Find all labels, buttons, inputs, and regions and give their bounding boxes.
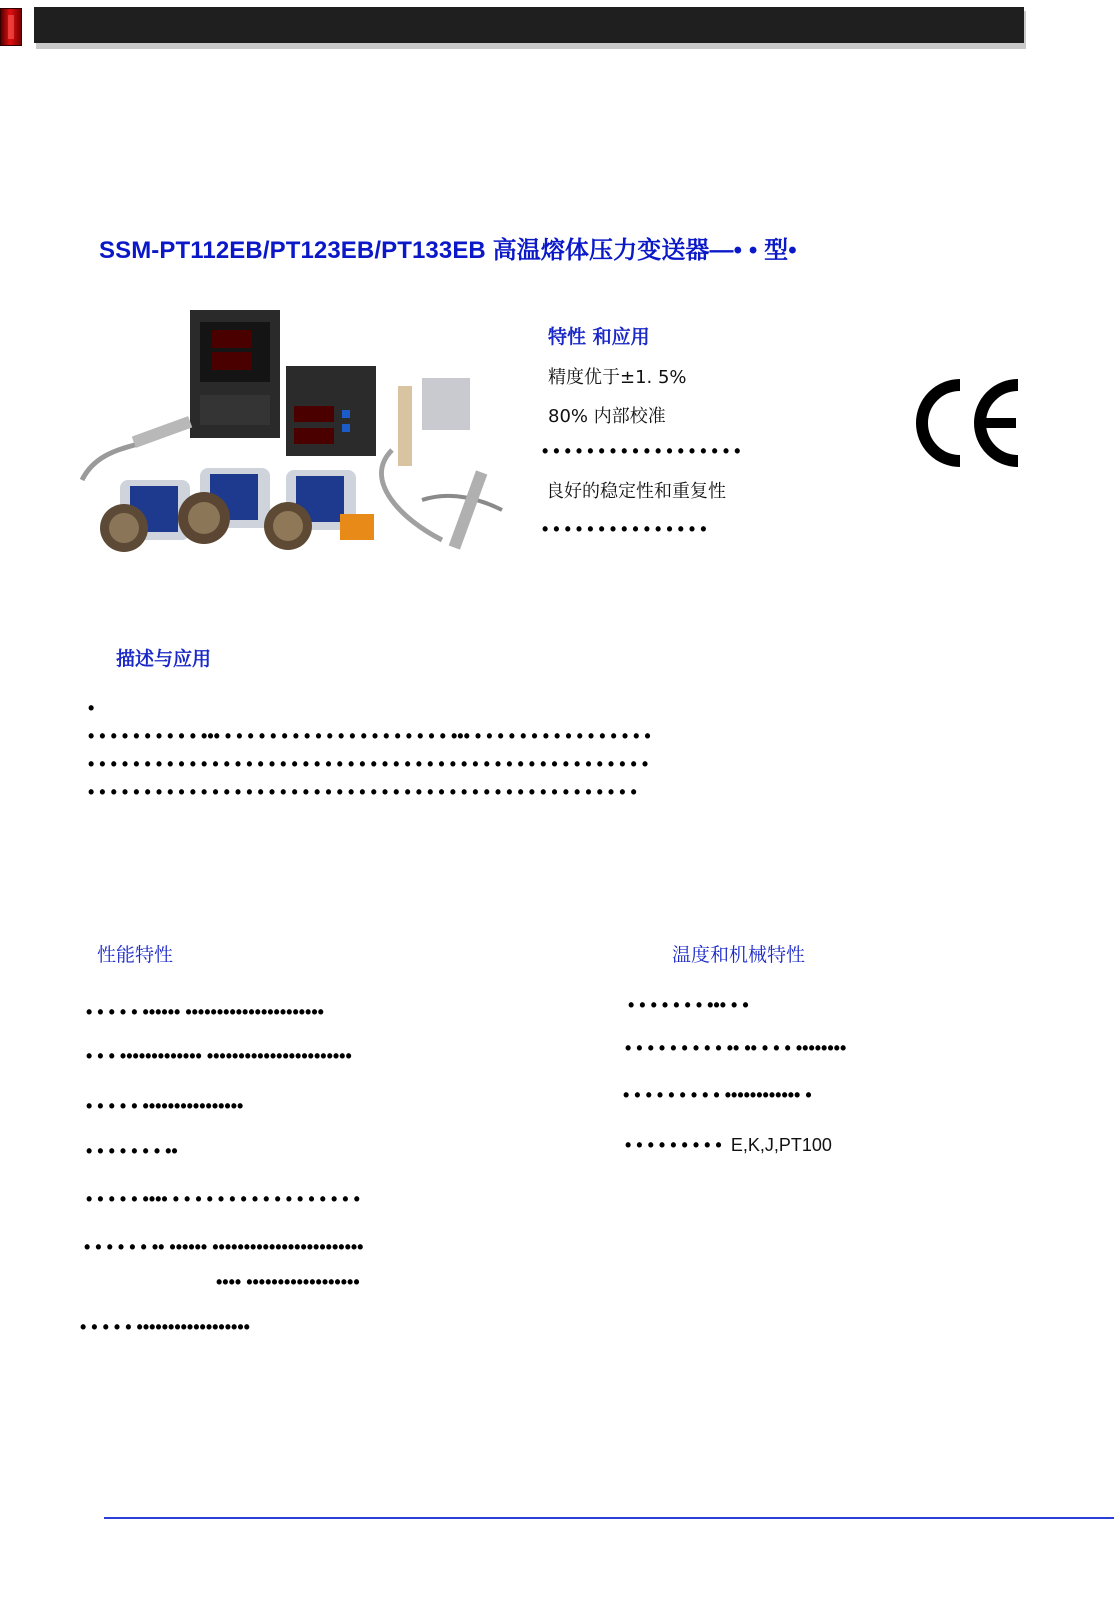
ce-mark-icon (914, 375, 1026, 471)
feature-item-calibration: 80% 内部校准 (548, 406, 666, 427)
description-line: • • • • • • • • • • • • • • • • • • • • • • • • • • • • • • • • • • • • • • • • • • • • • • • • • (88, 782, 637, 802)
performance-item: • • • • • • • •• (86, 1141, 178, 1161)
temperature-item-thermocouple (625, 1135, 832, 1156)
feature-item-dotted: • • • • • • • • • • • • • • • (542, 519, 707, 539)
temperature-item: • • • • • • • • • •••••••••••• • (623, 1085, 812, 1105)
performance-item: • • • • • •••• • • • • • • • • • • • • • • • • • (86, 1189, 360, 1209)
performance-heading: 性能特性 (97, 944, 174, 966)
header-marker (0, 8, 22, 46)
thermocouple-leader-dots: • • • • • • • • • (625, 1135, 722, 1155)
performance-item: • • • • • • •• •••••• •••••••••••••••••••••••• (84, 1237, 364, 1257)
performance-item-continued: •••• •••••••••••••••••• (216, 1272, 360, 1292)
description-line: • • • • • • • • • • ••• • • • • • • • • • • • • • • • • • • • • ••• • • • • • • • • • • • • • • • • (88, 726, 651, 746)
feature-item-accuracy: 精度优于±1. 5% (548, 367, 687, 388)
thermocouple-types: E,K,J,PT100 (730, 1135, 832, 1155)
product-photo (62, 300, 522, 600)
performance-item: • • • • • •••••• •••••••••••••••••••••• (86, 1002, 324, 1022)
header-bar (34, 7, 1024, 43)
description-line: • • • • • • • • • • • • • • • • • • • • • • • • • • • • • • • • • • • • • • • • • • • • • • • • • • (88, 754, 649, 774)
features-heading: 特性 和应用 (548, 326, 650, 348)
feature-item-stability: 良好的稳定性和重复性 (546, 481, 726, 502)
performance-item: • • • ••••••••••••• ••••••••••••••••••••••• (86, 1046, 352, 1066)
feature-item-dotted: • • • • • • • • • • • • • • • • • • (542, 441, 741, 461)
temperature-item: • • • • • • • • • •• •• • • • •••••••• (625, 1038, 847, 1058)
footer-rule (104, 1517, 1114, 1519)
temperature-heading: 温度和机械特性 (672, 944, 806, 966)
performance-item: • • • • • •••••••••••••••• (86, 1096, 244, 1116)
description-heading: 描述与应用 (116, 648, 212, 670)
performance-item: • • • • • •••••••••••••••••• (80, 1317, 250, 1337)
page-title: SSM-PT112EB/PT123EB/PT133EB 高温熔体压力变送器—• • 型• (99, 237, 797, 264)
description-line: • (88, 698, 95, 718)
temperature-item: • • • • • • • ••• • • (628, 995, 749, 1015)
